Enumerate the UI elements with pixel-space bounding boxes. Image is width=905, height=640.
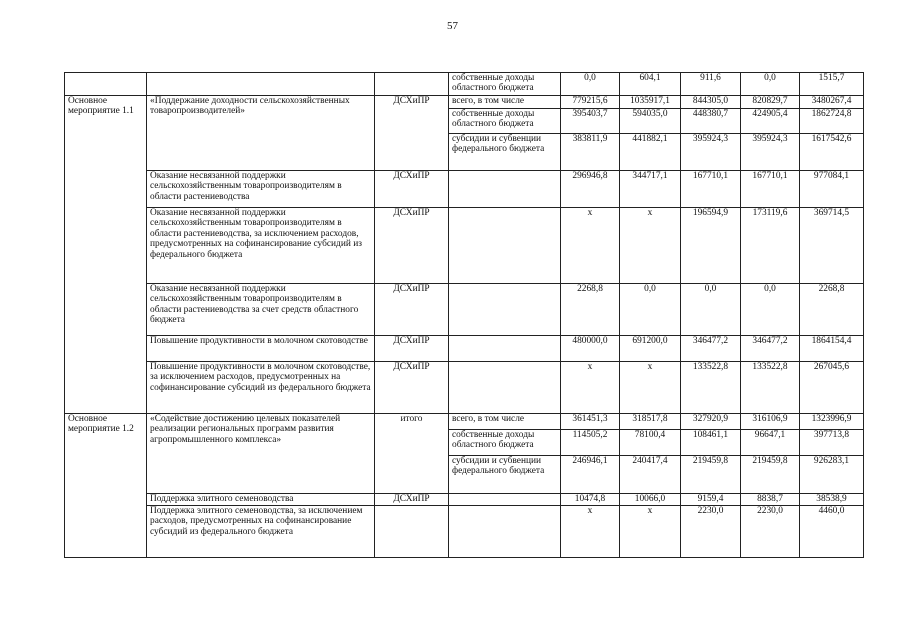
name-cell: Поддержка элитного семеноводства, за исключением расходов, предусмотренных на софинансирование субсидий из федерального бюджета xyxy=(147,506,375,558)
value-cell: 0,0 xyxy=(741,284,800,336)
value-cell: 397713,8 xyxy=(800,430,864,456)
value-cell: 383811,9 xyxy=(561,134,620,171)
page-number: 57 xyxy=(447,20,458,32)
source-cell xyxy=(449,208,561,284)
value-cell: 395924,3 xyxy=(741,134,800,171)
value-cell: 1035917,1 xyxy=(620,96,681,109)
executor-cell: ДСХиПР xyxy=(375,208,449,284)
value-cell: 926283,1 xyxy=(800,456,864,494)
name-cell: Оказание несвязанной поддержки сельскохозяйственным товаропроизводителям в области растениеводства xyxy=(147,171,375,208)
value-cell: 38538,9 xyxy=(800,494,864,506)
value-cell: x xyxy=(561,506,620,558)
budget-table xyxy=(64,72,864,558)
value-cell: x xyxy=(561,208,620,284)
value-cell: 8838,7 xyxy=(741,494,800,506)
value-cell: 594035,0 xyxy=(620,109,681,134)
value-cell: 167710,1 xyxy=(681,171,741,208)
name-cell: Повышение продуктивности в молочном скотоводстве xyxy=(147,336,375,362)
value-cell: 691200,0 xyxy=(620,336,681,362)
source-cell: всего, в том числе xyxy=(449,96,561,109)
source-cell xyxy=(449,284,561,336)
value-cell: 1323996,9 xyxy=(800,414,864,430)
value-cell: 448380,7 xyxy=(681,109,741,134)
value-cell: 346477,2 xyxy=(741,336,800,362)
value-cell: 9159,4 xyxy=(681,494,741,506)
source-cell: собственные доходы областного бюджета xyxy=(449,430,561,456)
executor-cell: ДСХиПР xyxy=(375,96,449,171)
executor-cell xyxy=(375,73,449,96)
value-cell: 604,1 xyxy=(620,73,681,96)
value-cell: 78100,4 xyxy=(620,430,681,456)
source-cell: всего, в том числе xyxy=(449,414,561,430)
value-cell: 820829,7 xyxy=(741,96,800,109)
value-cell: 267045,6 xyxy=(800,362,864,414)
value-cell: 369714,5 xyxy=(800,208,864,284)
value-cell: 424905,4 xyxy=(741,109,800,134)
value-cell: 327920,9 xyxy=(681,414,741,430)
value-cell: 1617542,6 xyxy=(800,134,864,171)
event-cell: Основное мероприятие 1.2 xyxy=(65,414,147,558)
name-cell: Оказание несвязанной поддержки сельскохозяйственным товаропроизводителям в области растениеводства за счет средств областного бюджета xyxy=(147,284,375,336)
table-row xyxy=(65,494,864,506)
source-cell xyxy=(449,362,561,414)
executor-cell: ДСХиПР xyxy=(375,362,449,414)
value-cell: 296946,8 xyxy=(561,171,620,208)
name-cell: Оказание несвязанной поддержки сельскохозяйственным товаропроизводителям в области растениеводства, за исключением расходов, предусмотренных на софинансирование субсидий из федерального бюджета xyxy=(147,208,375,284)
executor-cell: итого xyxy=(375,414,449,494)
value-cell: 10066,0 xyxy=(620,494,681,506)
value-cell: 1862724,8 xyxy=(800,109,864,134)
name-cell: «Поддержание доходности сельскохозяйственных товаропроизводителей» xyxy=(147,96,375,171)
value-cell: 2230,0 xyxy=(741,506,800,558)
executor-cell: ДСХиПР xyxy=(375,284,449,336)
table-row xyxy=(65,506,864,558)
event-cell: Основное мероприятие 1.1 xyxy=(65,96,147,414)
value-cell: 480000,0 xyxy=(561,336,620,362)
source-cell: собственные доходы областного бюджета xyxy=(449,73,561,96)
value-cell: 318517,8 xyxy=(620,414,681,430)
source-cell: субсидии и субвенции федерального бюджета xyxy=(449,134,561,171)
value-cell: 2268,8 xyxy=(800,284,864,336)
table-row xyxy=(65,73,864,96)
value-cell: 4460,0 xyxy=(800,506,864,558)
table-row xyxy=(65,336,864,362)
value-cell: x xyxy=(620,362,681,414)
value-cell: 1864154,4 xyxy=(800,336,864,362)
value-cell: 441882,1 xyxy=(620,134,681,171)
source-cell xyxy=(449,506,561,558)
executor-cell: ДСХиПР xyxy=(375,494,449,506)
source-cell: субсидии и субвенции федерального бюджета xyxy=(449,456,561,494)
value-cell: 977084,1 xyxy=(800,171,864,208)
value-cell: 3480267,4 xyxy=(800,96,864,109)
value-cell: 240417,4 xyxy=(620,456,681,494)
value-cell: 346477,2 xyxy=(681,336,741,362)
value-cell: 2268,8 xyxy=(561,284,620,336)
value-cell: 10474,8 xyxy=(561,494,620,506)
value-cell: 361451,3 xyxy=(561,414,620,430)
source-cell xyxy=(449,494,561,506)
table-row xyxy=(65,284,864,336)
value-cell: 844305,0 xyxy=(681,96,741,109)
value-cell: 779215,6 xyxy=(561,96,620,109)
value-cell: 344717,1 xyxy=(620,171,681,208)
value-cell: 911,6 xyxy=(681,73,741,96)
value-cell: 133522,8 xyxy=(741,362,800,414)
value-cell: x xyxy=(561,362,620,414)
value-cell: 219459,8 xyxy=(741,456,800,494)
name-cell: Повышение продуктивности в молочном скотоводстве, за исключением расходов, предусмотренных на софинансирование субсидий из федерального бюджета xyxy=(147,362,375,414)
value-cell: 0,0 xyxy=(561,73,620,96)
table-row xyxy=(65,208,864,284)
source-cell xyxy=(449,336,561,362)
table-row xyxy=(65,414,864,430)
value-cell: 96647,1 xyxy=(741,430,800,456)
value-cell: 0,0 xyxy=(620,284,681,336)
value-cell: 0,0 xyxy=(681,284,741,336)
value-cell: 167710,1 xyxy=(741,171,800,208)
value-cell: 173119,6 xyxy=(741,208,800,284)
source-cell xyxy=(449,171,561,208)
value-cell: x xyxy=(620,208,681,284)
value-cell: 108461,1 xyxy=(681,430,741,456)
value-cell: 133522,8 xyxy=(681,362,741,414)
value-cell: 1515,7 xyxy=(800,73,864,96)
table-row xyxy=(65,171,864,208)
executor-cell: ДСХиПР xyxy=(375,171,449,208)
source-cell: собственные доходы областного бюджета xyxy=(449,109,561,134)
value-cell: 246946,1 xyxy=(561,456,620,494)
value-cell: 2230,0 xyxy=(681,506,741,558)
executor-cell xyxy=(375,506,449,558)
value-cell: 0,0 xyxy=(741,73,800,96)
value-cell: 219459,8 xyxy=(681,456,741,494)
value-cell: 316106,9 xyxy=(741,414,800,430)
table-row xyxy=(65,362,864,414)
value-cell: 395924,3 xyxy=(681,134,741,171)
value-cell: x xyxy=(620,506,681,558)
name-cell: «Содействие достижению целевых показателей реализации региональных программ развития агропромышленного комплекса» xyxy=(147,414,375,494)
name-cell xyxy=(147,73,375,96)
value-cell: 395403,7 xyxy=(561,109,620,134)
value-cell: 196594,9 xyxy=(681,208,741,284)
event-cell xyxy=(65,73,147,96)
table-row xyxy=(65,96,864,109)
value-cell: 114505,2 xyxy=(561,430,620,456)
name-cell: Поддержка элитного семеноводства xyxy=(147,494,375,506)
executor-cell: ДСХиПР xyxy=(375,336,449,362)
